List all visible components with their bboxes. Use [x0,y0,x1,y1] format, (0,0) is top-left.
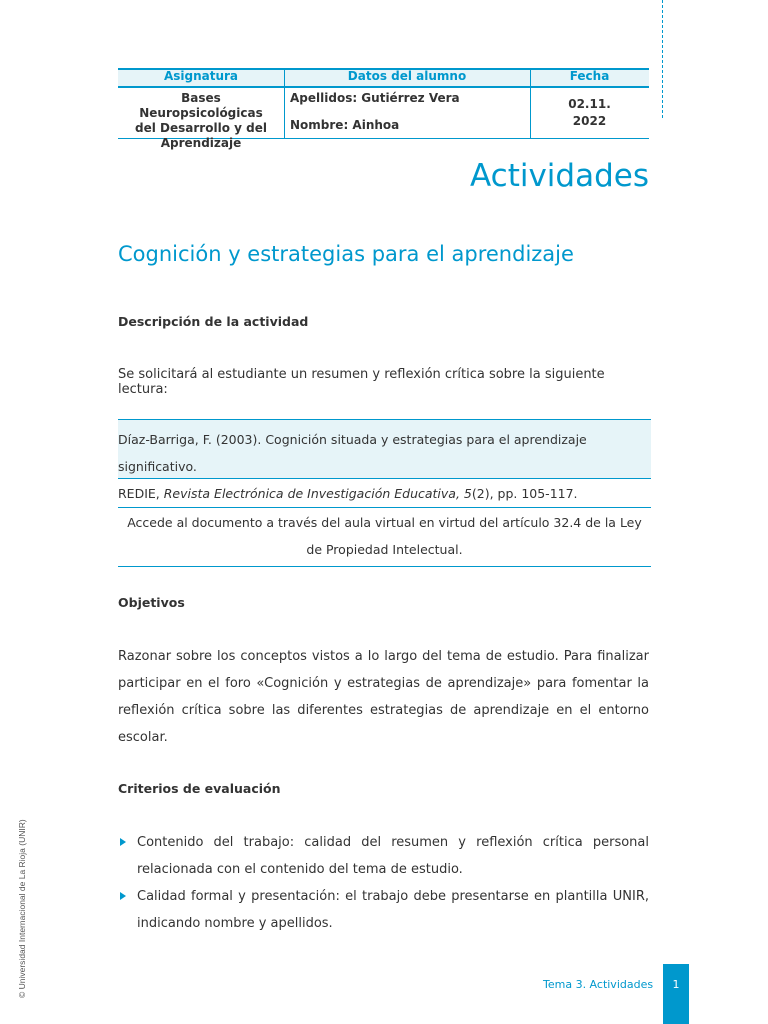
fecha-value [530,96,649,130]
descripcion-text: Se solicitará al estudiante un resumen y reflexión crítica sobre la siguiente lectura: [118,367,605,397]
triangle-bullet-icon [120,838,126,846]
col-fecha-heading: Fecha [569,69,610,83]
reference-journal-title: Revista Electrónica de Investigación Educativa, 5 [163,486,472,501]
criterio-text: Calidad formal y presentación: el trabajo debe presentarse en plantilla UNIR, indicando nombre y apellidos. [137,889,649,931]
apellidos-value: Apellidos: Gutiérrez Vera [290,91,460,105]
column-divider [284,68,285,139]
fecha-line: 2022 [572,114,607,128]
fold-guide-line [662,0,663,118]
reference-pages: (2), pp. 105-117. [471,486,578,501]
fecha-line: 02.11. [568,97,611,111]
access-note: Accede al documento a través del aula virtual en virtud del artículo 32.4 de la Ley de Propiedad Intelectual. [118,507,651,567]
col-asignatura-heading: Asignatura [163,69,239,83]
col-datos-heading: Datos del alumno [347,69,467,83]
criterios-list [118,829,649,937]
page-title: Actividades [469,158,649,194]
list-item [118,829,649,883]
copyright-text: © Universidad Internacional de La Rioja (UNIR) [17,819,27,998]
section-title: Cognición y estrategias para el aprendizaje [118,242,574,266]
list-item [118,883,649,937]
asignatura-line: Aprendizaje [160,136,242,150]
reference-journal-prefix: REDIE, [118,486,164,501]
criterios-heading: Criterios de evaluación [118,781,281,796]
triangle-bullet-icon [120,892,126,900]
criterio-text: Contenido del trabajo: calidad del resumen y reflexión crítica personal relacionada con el contenido del tema de estudio. [137,835,649,877]
objetivos-text: Razonar sobre los conceptos vistos a lo largo del tema de estudio. Para finalizar participar en el foro «Cognición y estrategias de aprendizaje» para fomentar la reflexión crítica sobre las diferentes estrategias de aprendizaje en el entorno escolar. [118,649,649,745]
page-number: 1 [672,978,680,991]
reference-box [118,419,651,501]
footer-section-label: Tema 3. Actividades [543,978,654,991]
nombre-value: Nombre: Ainhoa [290,118,400,132]
asignatura-value [118,91,284,151]
page-number-box [663,964,689,1024]
asignatura-line: Bases Neuropsicológicas [139,91,263,120]
objetivos-heading: Objetivos [118,595,185,610]
reference-line-1: Díaz-Barriga, F. (2003). Cognición situada y estrategias para el aprendizaje significativo. [118,432,587,474]
descripcion-heading: Descripción de la actividad [118,314,309,329]
header-table [118,68,649,150]
asignatura-line: del Desarrollo y del [135,121,267,135]
reference-line-2 [118,480,651,507]
